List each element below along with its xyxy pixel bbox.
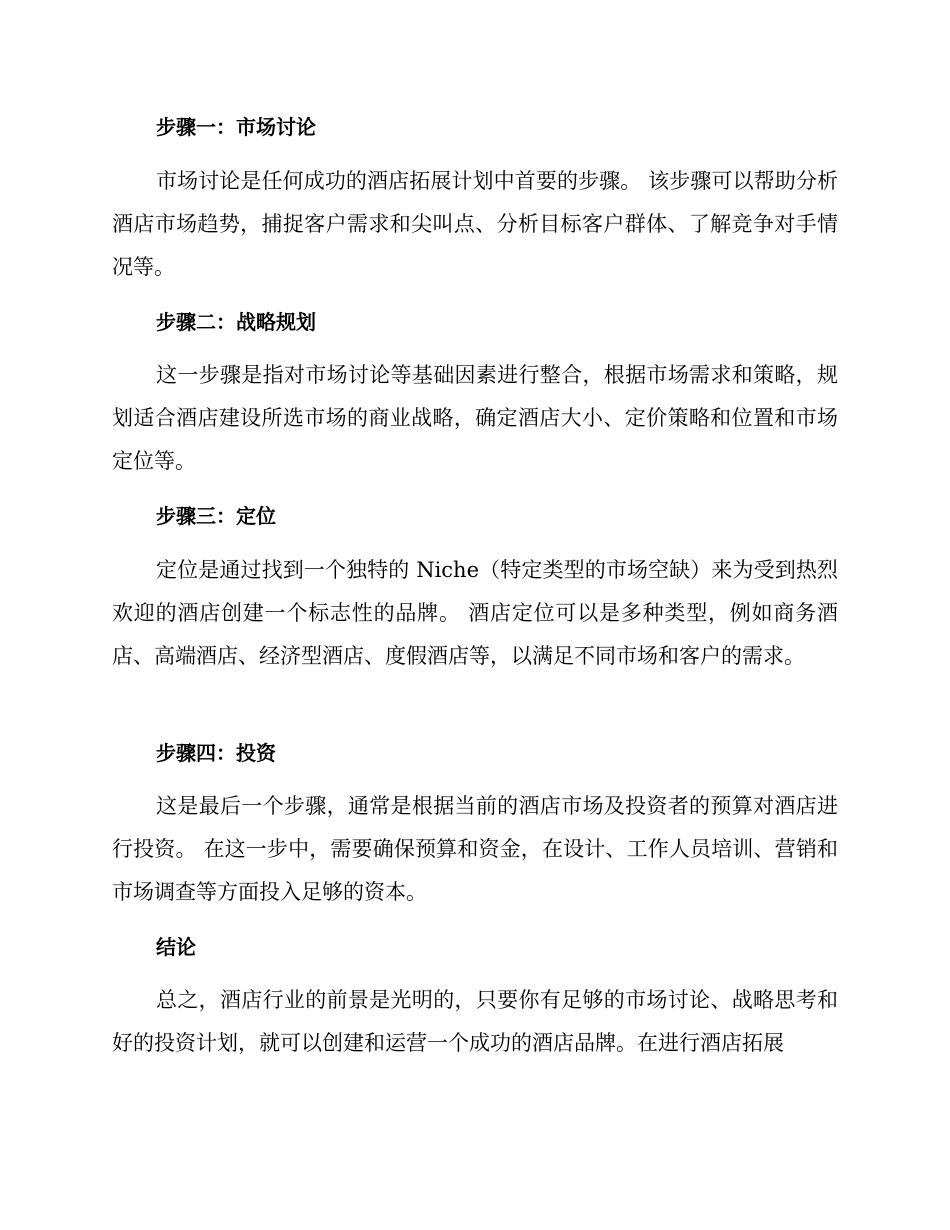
section-body-step1 (112, 160, 838, 289)
section-body-conclusion (112, 979, 838, 1065)
section-heading-step2: 步骤二：战略规划 (156, 310, 316, 334)
section-body-step4 (112, 785, 838, 914)
section-heading-step4: 步骤四：投资 (156, 741, 276, 765)
paragraph-step2: 这一步骤是指对市场讨论等基础因素进行整合，根据市场需求和策略，规划适合酒店建设所选市场的商业战略，确定酒店大小、定价策略和位置和市场定位等。 (112, 363, 838, 473)
paragraph-step1: 市场讨论是任何成功的酒店拓展计划中首要的步骤。 该步骤可以帮助分析酒店市场趋势，捕捉客户需求和尖叫点、分析目标客户群体、了解竞争对手情况等。 (112, 169, 838, 279)
section-heading-step1: 步骤一：市场讨论 (156, 115, 316, 139)
section-body-step3 (112, 549, 838, 678)
section-heading-conclusion: 结论 (156, 935, 196, 959)
paragraph-step4: 这是最后一个步骤，通常是根据当前的酒店市场及投资者的预算对酒店进行投资。 在这一步中，需要确保预算和资金，在设计、工作人员培训、营销和市场调查等方面投入足够的资本。 (112, 794, 838, 904)
paragraph-step3: 定位是通过找到一个独特的 Niche（特定类型的市场空缺）来为受到热烈欢迎的酒店创建一个标志性的品牌。 酒店定位可以是多种类型，例如商务酒店、高端酒店、经济型酒店、度假酒店等，以满足不同市场和客户的需求。 (112, 558, 838, 668)
section-body-step2 (112, 354, 838, 483)
section-heading-step3: 步骤三：定位 (156, 504, 276, 528)
paragraph-conclusion: 总之，酒店行业的前景是光明的，只要你有足够的市场讨论、战略思考和好的投资计划，就可以创建和运营一个成功的酒店品牌。在进行酒店拓展 (112, 988, 838, 1055)
